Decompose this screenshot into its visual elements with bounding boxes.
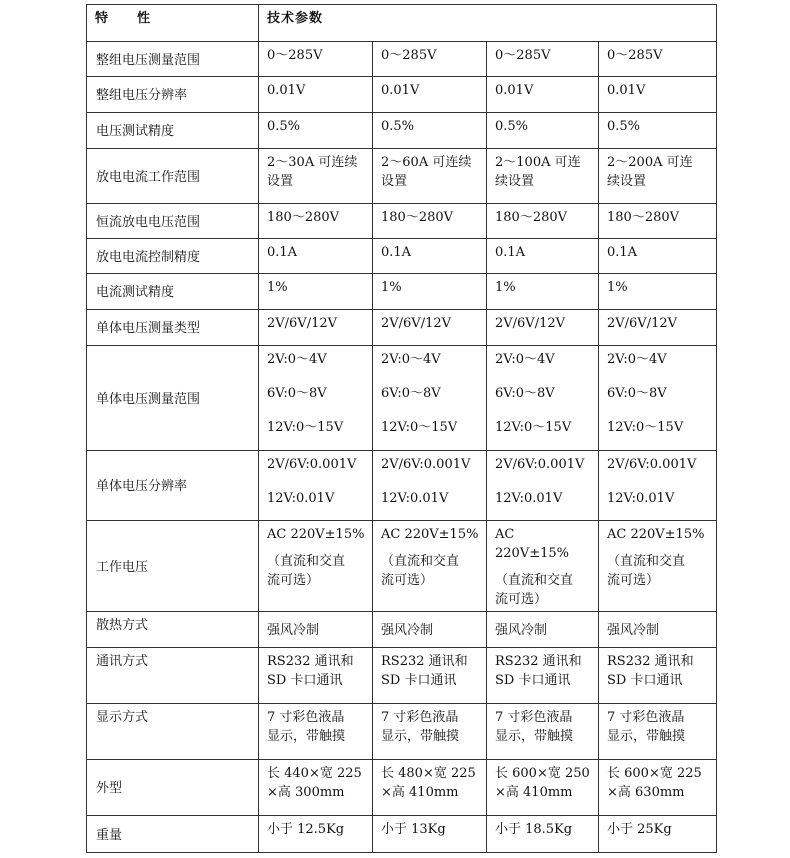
spec-cell [487, 113, 599, 149]
spec-cell [487, 204, 599, 239]
cell-text: 显示，带触摸 [495, 729, 574, 744]
spec-cell [487, 451, 599, 521]
cell-text: 2～60A 可连续 [381, 155, 472, 170]
cell-text: AC 220V±15% [267, 527, 365, 542]
cell-text: 7 寸彩色液晶 [381, 710, 459, 725]
cell-text: ×高 410mm [381, 785, 459, 800]
cell-text: （直流和交直 [495, 573, 574, 588]
table-row [87, 612, 717, 648]
spec-cell [599, 42, 717, 77]
cell-text: SD 卡口通讯 [495, 673, 571, 688]
spec-cell [259, 42, 373, 77]
header-params: 技术参数 [259, 5, 717, 42]
spec-cell [373, 760, 487, 816]
cell-text: 2V:0～4V [607, 352, 667, 367]
cell-text: 2V/6V/12V [381, 316, 452, 331]
cell-text: 0.5% [495, 119, 529, 134]
table-row [87, 760, 717, 816]
spec-cell [259, 648, 373, 704]
cell-text: RS232 通讯和 [267, 654, 354, 669]
cell-text: 小于 12.5Kg [267, 822, 345, 837]
spec-cell [599, 113, 717, 149]
row-label: 显示方式 [87, 704, 259, 760]
cell-text: 0～285V [607, 48, 663, 63]
spec-cell [487, 816, 599, 853]
cell-text: 12V:0～15V [267, 420, 344, 435]
spec-cell [487, 648, 599, 704]
spec-cell [259, 274, 373, 310]
spec-cell [259, 239, 373, 274]
cell-text: ×高 300mm [267, 785, 345, 800]
cell-text: 0.5% [381, 119, 415, 134]
cell-text: 2～100A 可连 [495, 155, 581, 170]
cell-text: 长 440×宽 225 [267, 766, 362, 781]
cell-text: 2～200A 可连 [607, 155, 693, 170]
spec-cell [373, 274, 487, 310]
cell-text: 显示，带触摸 [267, 729, 346, 744]
cell-text: 2V/6V/12V [607, 316, 678, 331]
cell-text: 流可选） [267, 573, 320, 588]
spec-cell [373, 310, 487, 346]
spec-cell [373, 204, 487, 239]
row-label: 通讯方式 [87, 648, 259, 704]
spec-cell [599, 521, 717, 612]
cell-text: 长 480×宽 225 [381, 766, 476, 781]
spec-table [86, 4, 717, 853]
cell-text: 0.1A [267, 245, 298, 260]
row-label: 单体电压测量范围 [87, 346, 259, 451]
table-row [87, 816, 717, 853]
spec-cell [487, 612, 599, 648]
cell-text: 1% [607, 280, 628, 295]
cell-text: 12V:0.01V [267, 491, 335, 506]
cell-text: RS232 通讯和 [607, 654, 694, 669]
cell-text: 12V:0.01V [607, 491, 675, 506]
spec-cell [373, 521, 487, 612]
spec-cell [599, 760, 717, 816]
spec-cell [599, 648, 717, 704]
spec-cell [373, 77, 487, 113]
cell-text: 1% [381, 280, 402, 295]
spec-cell [599, 451, 717, 521]
cell-text: 小于 13Kg [381, 822, 446, 837]
cell-text: 180～280V [607, 210, 680, 225]
cell-text: 长 600×宽 250 [495, 766, 590, 781]
cell-text: 强风冷制 [381, 623, 434, 638]
cell-text: AC 220V±15% [607, 527, 705, 542]
cell-text: 7 寸彩色液晶 [495, 710, 573, 725]
table-row [87, 704, 717, 760]
table-row [87, 521, 717, 612]
spec-cell [259, 816, 373, 853]
spec-cell [487, 149, 599, 204]
cell-text: 0.1A [381, 245, 412, 260]
spec-cell [259, 760, 373, 816]
cell-text: 180～280V [495, 210, 568, 225]
spec-cell [373, 704, 487, 760]
cell-text: 强风冷制 [607, 623, 660, 638]
cell-text: 2V/6V/12V [495, 316, 566, 331]
cell-text: 设置 [381, 174, 408, 189]
cell-text: 2V:0～4V [495, 352, 555, 367]
cell-text: 0～285V [381, 48, 437, 63]
spec-cell [373, 451, 487, 521]
spec-table-body [87, 5, 717, 853]
cell-text: 强风冷制 [495, 623, 548, 638]
cell-text: 6V:0～8V [267, 386, 327, 401]
spec-cell [487, 77, 599, 113]
cell-text: 小于 18.5Kg [495, 822, 573, 837]
spec-cell [259, 346, 373, 451]
cell-text: （直流和交直 [607, 554, 686, 569]
spec-cell [487, 274, 599, 310]
spec-cell [259, 521, 373, 612]
cell-text: 1% [267, 280, 288, 295]
row-label: 单体电压测量类型 [87, 310, 259, 346]
cell-text: 续设置 [607, 174, 647, 189]
cell-text: 长 600×宽 225 [607, 766, 702, 781]
spec-cell [259, 704, 373, 760]
row-label: 整组电压分辨率 [87, 77, 259, 113]
spec-cell [487, 704, 599, 760]
cell-text: 显示，带触摸 [381, 729, 460, 744]
table-row [87, 113, 717, 149]
cell-text: 6V:0～8V [495, 386, 555, 401]
spec-cell [599, 704, 717, 760]
cell-text: AC 220V±15% [495, 527, 569, 561]
table-row [87, 451, 717, 521]
row-label: 放电电流控制精度 [87, 239, 259, 274]
spec-cell [259, 204, 373, 239]
cell-text: 2V/6V/12V [267, 316, 338, 331]
spec-cell [373, 149, 487, 204]
spec-cell [599, 816, 717, 853]
spec-cell [599, 310, 717, 346]
row-label: 单体电压分辨率 [87, 451, 259, 521]
spec-cell [487, 310, 599, 346]
cell-text: ×高 410mm [495, 785, 573, 800]
cell-text: 2V/6V:0.001V [495, 457, 585, 472]
spec-cell [599, 77, 717, 113]
table-row [87, 648, 717, 704]
cell-text: 0.01V [607, 83, 646, 98]
spec-cell [599, 274, 717, 310]
table-row [87, 149, 717, 204]
cell-text: SD 卡口通讯 [607, 673, 683, 688]
cell-text: 2V/6V:0.001V [267, 457, 357, 472]
row-label: 整组电压测量范围 [87, 42, 259, 77]
spec-cell [599, 239, 717, 274]
cell-text: 1% [495, 280, 516, 295]
table-row [87, 274, 717, 310]
spec-cell [599, 346, 717, 451]
cell-text: 0.1A [607, 245, 638, 260]
row-label: 外型 [87, 760, 259, 816]
row-label: 放电电流工作范围 [87, 149, 259, 204]
cell-text: 12V:0～15V [607, 420, 684, 435]
cell-text: 小于 25Kg [607, 822, 672, 837]
row-label: 电流测试精度 [87, 274, 259, 310]
spec-cell [259, 77, 373, 113]
cell-text: 6V:0～8V [381, 386, 441, 401]
cell-text: 0.5% [267, 119, 301, 134]
spec-cell [259, 612, 373, 648]
spec-cell [259, 149, 373, 204]
spec-cell [259, 113, 373, 149]
cell-text: AC 220V±15% [381, 527, 479, 542]
cell-text: 12V:0.01V [381, 491, 449, 506]
spec-cell [487, 521, 599, 612]
cell-text: 2V:0～4V [381, 352, 441, 367]
cell-text: 12V:0.01V [495, 491, 563, 506]
cell-text: 流可选） [495, 592, 548, 607]
cell-text: 180～280V [267, 210, 340, 225]
cell-text: 2V/6V:0.001V [607, 457, 697, 472]
cell-text: （直流和交直 [267, 554, 346, 569]
cell-text: 续设置 [495, 174, 535, 189]
cell-text: 0.01V [267, 83, 306, 98]
cell-text: 180～280V [381, 210, 454, 225]
table-row [87, 239, 717, 274]
cell-text: 12V:0～15V [495, 420, 572, 435]
cell-text: SD 卡口通讯 [381, 673, 457, 688]
row-label: 工作电压 [87, 521, 259, 612]
cell-text: 2～30A 可连续 [267, 155, 358, 170]
spec-cell [487, 346, 599, 451]
cell-text: RS232 通讯和 [495, 654, 582, 669]
cell-text: 0～285V [495, 48, 551, 63]
cell-text: 0.01V [381, 83, 420, 98]
row-label: 电压测试精度 [87, 113, 259, 149]
cell-text: 0.5% [607, 119, 641, 134]
spec-cell [373, 816, 487, 853]
row-label: 恒流放电电压范围 [87, 204, 259, 239]
spec-cell [373, 113, 487, 149]
spec-cell [487, 239, 599, 274]
table-row [87, 346, 717, 451]
header-row [87, 5, 717, 42]
cell-text: 6V:0～8V [607, 386, 667, 401]
cell-text: 7 寸彩色液晶 [267, 710, 345, 725]
spec-cell [373, 239, 487, 274]
header-feature: 特 性 [87, 5, 259, 42]
spec-cell [373, 42, 487, 77]
table-row [87, 204, 717, 239]
spec-cell [599, 612, 717, 648]
cell-text: SD 卡口通讯 [267, 673, 343, 688]
spec-cell [373, 612, 487, 648]
spec-cell [599, 204, 717, 239]
cell-text: 设置 [267, 174, 294, 189]
spec-cell [373, 346, 487, 451]
table-row [87, 77, 717, 113]
cell-text: 2V:0～4V [267, 352, 327, 367]
cell-text: 2V/6V:0.001V [381, 457, 471, 472]
spec-cell [373, 648, 487, 704]
cell-text: 12V:0～15V [381, 420, 458, 435]
cell-text: ×高 630mm [607, 785, 685, 800]
table-row [87, 310, 717, 346]
spec-cell [259, 310, 373, 346]
spec-cell [599, 149, 717, 204]
row-label: 散热方式 [87, 612, 259, 648]
spec-cell [259, 451, 373, 521]
cell-text: 0.1A [495, 245, 526, 260]
cell-text: 强风冷制 [267, 623, 320, 638]
spec-cell [487, 760, 599, 816]
cell-text: （直流和交直 [381, 554, 460, 569]
cell-text: 0～285V [267, 48, 323, 63]
cell-text: 0.01V [495, 83, 534, 98]
cell-text: 流可选） [381, 573, 434, 588]
row-label: 重量 [87, 816, 259, 853]
spec-cell [487, 42, 599, 77]
cell-text: 显示，带触摸 [607, 729, 686, 744]
cell-text: 流可选） [607, 573, 660, 588]
cell-text: 7 寸彩色液晶 [607, 710, 685, 725]
table-row [87, 42, 717, 77]
cell-text: RS232 通讯和 [381, 654, 468, 669]
